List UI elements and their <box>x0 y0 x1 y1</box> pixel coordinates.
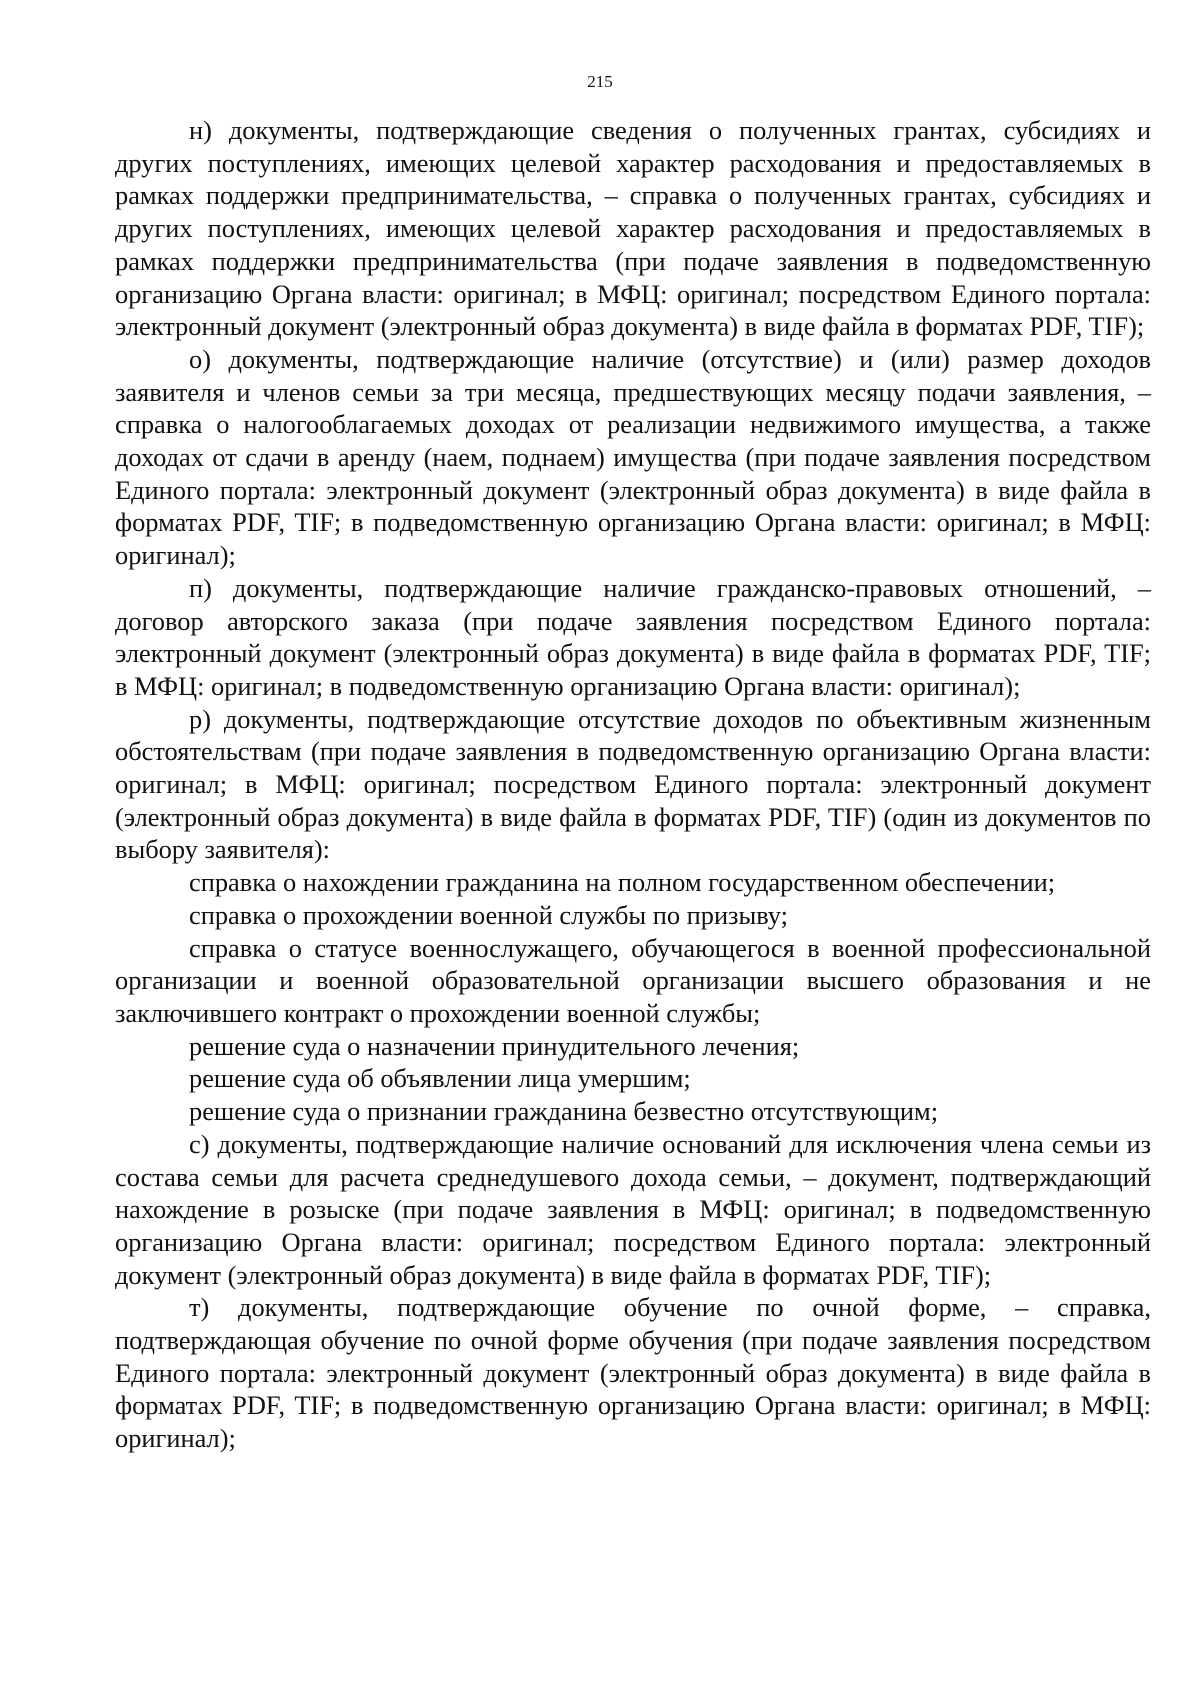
document-body <box>115 114 1151 1455</box>
paragraph-p-civil-relations: п) документы, подтверждающие наличие гражданско-правовых отношений, – договор авторского заказа (при подаче заявления посредством Единого портала: электронный документ (электронный образ документа) в виде файла в форматах PDF, TIF; в МФЦ: оригинал; в подведомственную организацию Органа власти: оригинал); <box>115 572 1151 701</box>
list-item-court-deceased: решение суда об объявлении лица умершим; <box>189 1063 691 1094</box>
list-item-state-support: справка о нахождении гражданина на полном государственном обеспечении; <box>189 867 1056 898</box>
list-item-military-student: справка о статусе военнослужащего, обучающегося в военной профессиональной организации и военной образовательной организации высшего образования и не заключившего контракт о прохождении военной службы; <box>115 932 1151 1028</box>
page-number: 215 <box>587 72 613 91</box>
list-item-court-missing: решение суда о признании гражданина безвестно отсутствующим; <box>189 1096 939 1127</box>
list-item-military-service: справка о прохождении военной службы по призыву; <box>189 899 788 930</box>
paragraph-o-income: о) документы, подтверждающие наличие (отсутствие) и (или) размер доходов заявителя и членов семьи за три месяца, предшествующих месяцу подачи заявления, – справка о налогооблагаемых доходах от реализации недвижимого имущества, а также доходах от сдачи в аренду (наем, поднаем) имущества (при подаче заявления посредством Единого портала: электронный документ (электронный образ документа) в виде файла в форматах PDF, TIF; в подведомственную организацию Органа власти: оригинал; в МФЦ: оригинал); <box>115 343 1151 571</box>
paragraph-n-grants: н) документы, подтверждающие сведения о полученных грантах, субсидиях и других поступлениях, имеющих целевой характер расходования и предоставляемых в рамках поддержки предпринимательства, – справка о полученных грантах, субсидиях и других поступлениях, имеющих целевой характер расходования и предоставляемых в рамках поддержки предпринимательства (при подаче заявления в подведомственную организацию Органа власти: оригинал; в МФЦ: оригинал; посредством Единого портала: электронный документ (электронный образ документа) в виде файла в форматах PDF, TIF); <box>115 115 1151 342</box>
paragraph-r-no-income: р) документы, подтверждающие отсутствие доходов по объективным жизненным обстоятельствам (при подаче заявления в подведомственную организацию Органа власти: оригинал; в МФЦ: оригинал; посредством Единого портала: электронный документ (электронный образ документа) в виде файла в форматах PDF, TIF) (один из документов по выбору заявителя): <box>115 703 1151 865</box>
paragraph-t-full-time-study: т) документы, подтверждающие обучение по очной форме, – справка, подтверждающая обучение по очной форме обучения (при подаче заявления посредством Единого портала: электронный документ (электронный образ документа) в виде файла в форматах PDF, TIF; в подведомственную организацию Органа власти: оригинал; в МФЦ: оригинал); <box>115 1292 1151 1454</box>
paragraph-s-exclusion: с) документы, подтверждающие наличие оснований для исключения члена семьи из состава семьи для расчета среднедушевого дохода семьи, – документ, подтверждающий нахождение в розыске (при подаче заявления в МФЦ: оригинал; в подведомственную организацию Органа власти: оригинал; посредством Единого портала: электронный документ (электронный образ документа) в виде файла в форматах PDF, TIF); <box>115 1128 1151 1290</box>
list-item-court-treatment: решение суда о назначении принудительного лечения; <box>189 1030 800 1061</box>
